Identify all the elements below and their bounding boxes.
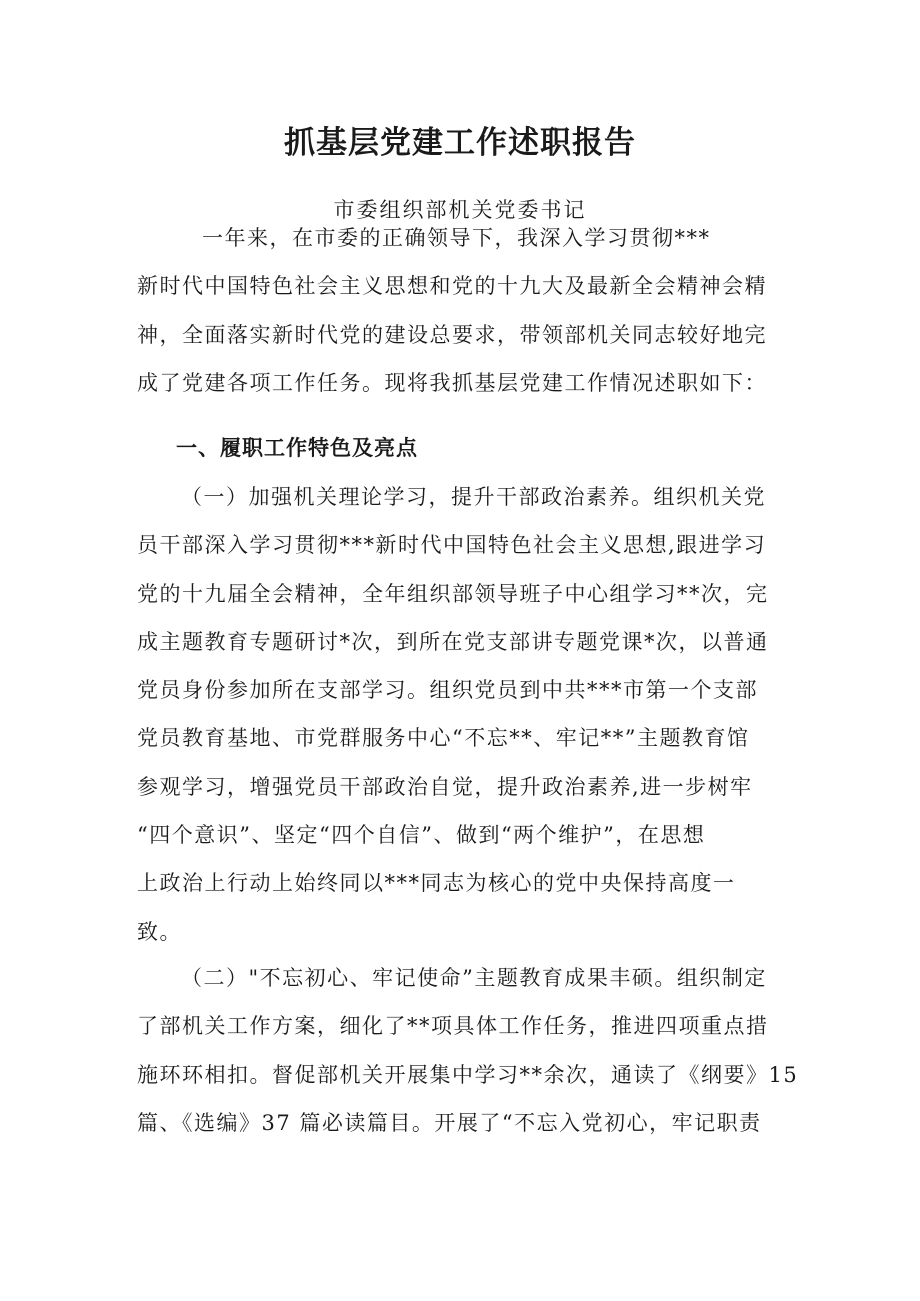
paragraph-line: （二）"不忘初心、牢记使命”主题教育成果丰硕。组织制定 [181,966,767,990]
paragraph-line: 员干部深入学习贯彻***新时代中国特色社会主义思想,跟进学习 [137,533,767,558]
paragraph-line: （一）加强机关理论学习，提升干部政治素养。组织机关党 [181,485,766,509]
intro-line: 新时代中国特色社会主义思想和党的十九大及最新全会精神会精 [137,274,767,299]
paragraph-line: 上政治上行动上始终同以***同志为核心的党中央保持高度一 [137,871,736,896]
paragraph-line: 参观学习，增强党员干部政治自觉，提升政治素养,进一步树牢 [137,774,753,799]
paragraph-line: 篇、《选编》37 篇必读篇目。开展了“不忘入党初心，牢记职责 [137,1110,762,1135]
paragraph-line: 党的十九届全会精神，全年组织部领导班子中心组学习**次，完 [137,581,769,606]
paragraph-line: 党员教育基地、市党群服务中心“不忘**、牢记**”主题教育馆 [137,726,750,751]
paragraph-1 [137,473,787,956]
intro-line: 神，全面落实新时代党的建设总要求，带领部机关同志较好地完 [137,322,767,347]
document-title: 抓基层党建工作述职报告 [284,125,636,161]
section-heading: 一、履职工作特色及亮点 [176,436,418,460]
paragraph-line: 了部机关工作方案，细化了**项具体工作任务，推进四项重点措 [137,1014,769,1039]
document-author: 市委组织部机关党委书记 [333,198,587,222]
intro-paragraph [137,214,787,407]
paragraph-line: 成主题教育专题研讨*次，到所在党支部讲专题党课*次，以普通 [137,629,769,654]
intro-line: 一年来，在市委的正确领导下，我深入学习贯彻*** [202,226,711,250]
intro-line: 成了党建各项工作任务。现将我抓基层党建工作情况述职如下： [137,370,767,395]
paragraph-line: 施环环相扣。督促部机关开展集中学习**余次，通读了《纲要》15 [137,1062,799,1087]
paragraph-line: “四个意识”、坚定“四个自信”、做到“两个维护”，在思想 [137,823,706,848]
paragraph-2 [137,954,799,1147]
paragraph-line: 党员身份参加所在支部学习。组织党员到中共***市第一个支部 [137,678,758,703]
paragraph-line: 致。 [137,919,182,944]
